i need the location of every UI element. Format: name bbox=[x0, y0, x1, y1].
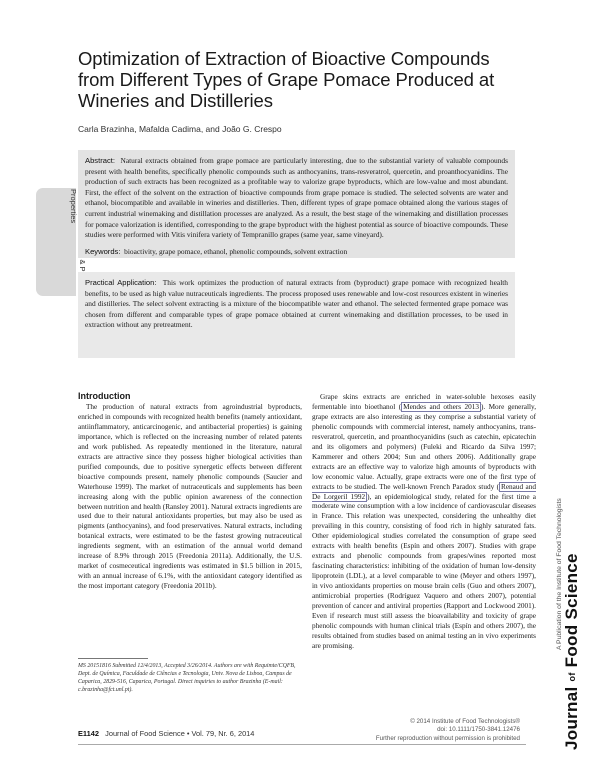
footnote-rule bbox=[78, 658, 148, 659]
masthead-word: Food Science bbox=[562, 553, 581, 668]
journal-citation: Journal of Food Science • Vol. 79, Nr. 6, 2014 bbox=[105, 729, 255, 738]
abstract-box bbox=[78, 150, 515, 258]
abstract-label: Abstract: bbox=[85, 156, 115, 165]
footer-rule bbox=[78, 744, 526, 745]
grape-paragraph bbox=[312, 393, 536, 652]
manuscript-footnote: MS 20151816 Submitted 12/4/2013, Accepted 3/26/2014. Authors are with Requimte/CQFB, Dept. de Química, Faculdade de Ciências e Tecnologia, Univ. Nova de Lisboa, Campus de Caparica, 2829-516, Caparica, Portugal. Direct inquiries to author Brazinha (E-mail: c.brazinha@fct.unl.pt). bbox=[78, 663, 296, 693]
masthead-word: Journal bbox=[562, 686, 581, 750]
footer-right bbox=[340, 718, 520, 743]
text-span: ). More generally, grape extracts are also interesting as they comprise a substantial variety of phenolic compounds with commercial interest, namely anthocyanins, trans-resveratrol, quercetin, and proanthocyanidins (such as catechin, epicatechin and its oligomers and polymers) (Fuleki and Ricardo da Silva 1997; Kammerer and others 2004; Sun and others 2006). Additionally grape extracts are an effective way to valorize high amounts of byproducts with low economic value. Actually, grape extracts were one of the first type of extracts to be studied. The well-known French Paradox study ( bbox=[312, 402, 537, 491]
section-side-tab-label: & Properties bbox=[69, 189, 87, 265]
footer-left bbox=[78, 729, 254, 738]
keywords-text: bioactivity, grape pomace, ethanol, phenolic compounds, solvent extraction bbox=[124, 246, 348, 256]
journal-masthead bbox=[562, 550, 582, 750]
author-list: Carla Brazinha, Mafalda Cadima, and João G. Crespo bbox=[78, 124, 282, 134]
introduction-heading: Introduction bbox=[78, 391, 131, 401]
body-column-right bbox=[312, 393, 536, 652]
practical-application-box bbox=[78, 272, 515, 358]
intro-paragraph: The production of natural extracts from agroindustrial byproducts, enriched in compounds with recognized health benefits (namely antioxidant, antiinflammatory, anticarcinogenic, and antibacterial properties) is gaining importance, which is reflected on the increasing number of related patents and work published. As repeatedly mentioned in the literature, natural extracts are attractive since they possess higher biological activities than purified compounds, due to positive synergetic effects between different bioactive compounds present, namely phenolic compounds (Saucier and Waterhouse 1999). The market of nutraceuticals and supplements has been increasing along with the public opinion awareness of the connection between nutrition and health (Ransley 2001). Natural extracts ingredients are used due to their natural antioxidants properties, but may also be used as pigments (anthocyanins), and food preservatives. Natural extracts, including botanical extracts, were estimated to be the fastest growing nutraceutical ingredients segment, with an estimation of the annual world demand increase of 8.9% through 2015 (Freedonia 2011a). Additionally, the U.S. market of cosmeceutical ingredients was estimated in $1.5 billion in 2015, with an annual increase of 6.1%, with the antioxidant category identified as the most important category (Freedonia 2011b). bbox=[78, 403, 302, 591]
publisher-line: A Publication of the Institute of Food Technologists bbox=[556, 498, 563, 650]
doi-link[interactable]: doi: 10.1111/1750-3841.12476 bbox=[437, 726, 520, 734]
article-title: Optimization of Extraction of Bioactive Compounds from Different Types of Grape Pomace Produced at Wineries and Distilleries bbox=[78, 48, 495, 111]
citation-link-renaud[interactable]: Renaud and De Lorgeril 1992 bbox=[312, 482, 536, 501]
body-column-left bbox=[78, 403, 302, 592]
copyright-line: © 2014 Institute of Food Technologists® bbox=[410, 718, 520, 725]
page-number: E1142 bbox=[78, 729, 99, 738]
keywords-label: Keywords: bbox=[85, 246, 121, 256]
masthead-word: of bbox=[567, 672, 577, 682]
citation-link-mendes[interactable]: Mendes and others 2013 bbox=[403, 402, 479, 411]
keywords-line bbox=[85, 247, 508, 258]
text-span: ), an epidemiological study, related for the first time a moderate wine consumption with a low incidence of cardiovascular diseases in France. This relation was unexpected, considering the unhealthy diet prevailing in this country, consisting of food rich in highly saturated fats. Other epidemiological studies correlated the consumption of grape seed extracts with health benefits (Espín and others 2007). Studies with grape extracts and phenolic compounds from grapes/wines reported most fascinating characteristics: inhibiting of the oxidation of human low-density lipoprotein (LDL), at a level comparable to wine (Meyer and others 1997), in vivo antioxidants properties on mouse brain cells (Guo and others 2007), antimicrobial properties (Rodríguez Vaquero and others 2007), potential prevention of cancer and antiviral properties (Rapport and Lockwood 2001). Even if research must still assess the bioavailability and toxicity of grape phenolic compounds with human clinical trials (Espín and others 2007), the results obtained from studies based on animal testing an in vivo experiments are promising. bbox=[312, 492, 537, 650]
text-span: Grape skins extracts are enriched in water-soluble hexoses easily fermentable into bioethanol ( bbox=[312, 393, 536, 411]
permissions-line: Further reproduction without permission is prohibited bbox=[375, 734, 520, 742]
abstract-text: Natural extracts obtained from grape pomace are particularly interesting, due to the substantial variety of valuable compounds present with health benefits, specifically phenolic compounds such as anthocyanins, trans-resveratrol, quercetin, and proanthocyanidins. The production of such extracts has been recognized as a profitable way to valorize grape byproducts, which are low-value and most abundant. First, the effect of the solvent on the extraction of bioactive compounds from grape pomace is studied. The selected solvents are water and ethanol, biocompatible and available in wineries and distilleries. Then, different types of grape pomace obtained along the various stages of current industrial winemaking and distillation processes are analyzed. As a result, the best stage of the winemaking and distillation processes for pomace valorization is identified, corresponding to the grape byproduct with the highest potential as source of bioactive compounds. These studies were performed with Vitis vinifera variety of Tempranillo grapes (same year, same vineyard). bbox=[85, 156, 508, 240]
practical-application-text: This work optimizes the production of natural extracts from (byproduct) grape pomace with recognized health benefits, to be used as high value nutraceuticals ingredients. The process proposed uses renewable and low-cost resources existent in wineries and distilleries. The select solvent extracting is a mixture of the biocompatible water and ethanol. The selected fermented grape pomace was chosen from different and comparable types of grape pomace obtained at current winemaking and distillation processes, to be used in extraction without any pretreatment. bbox=[85, 278, 508, 330]
practical-application-label: Practical Application: bbox=[85, 278, 157, 287]
